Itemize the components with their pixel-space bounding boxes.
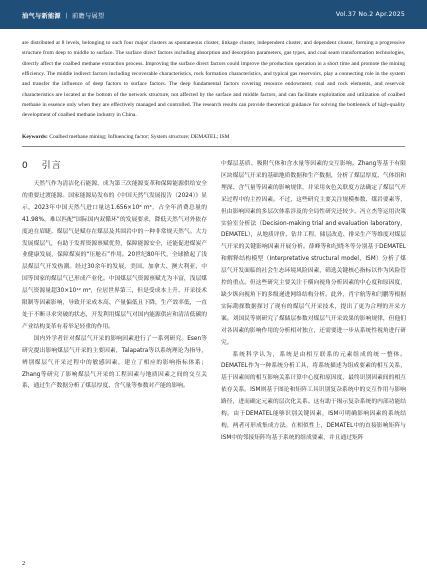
section-divider xyxy=(22,146,405,147)
english-abstract: are distributed at 8 levels, belonging to such four major clusters as spontaneous cluster, linkage cluster, independent cluster, and dependent cluster, forming a progressive structure from deep to middle to surface. The surface direct factors including absorption and desorption parameters, gas types, and coal seam transformation technologies, directly affect the coalbed methane extraction process. Improving the surface direct factors could improve the production operation in a short time and promote the mining efficiency. The middle indirect factors including recoverable characteristics, rock formation characteristics, and typical gas reservoirs, play a connecting role in the system and transfer the influence of deep factors to surface factors. The deep fundamental factors covering resource endowment, coal and rock elements, and reservoir characteristics are located at the bottom of the network structure, not affected by the surface and middle factors, and can facilitate exploitation and utilization of coalbed methane in essence only when they are effectively managed and controlled. The research results can provide theoretical guidance for solving the bottleneck of high-quality development of coalbed methane industry in China. xyxy=(22,40,405,119)
paragraph: 国内外学者针对煤层气开采的影响因素进行了一系列研究。Esen等研究提出影响煤层气开采的主要因素，Talapatra等以系统理论为指导，辨别煤层气开采过程中的敏感因素，建立了相应的影响指标体系；Zhang等研究了影响煤层气开采的工程因素与地质因素之间的交互关系，通过生产数据分析了煤层厚度、含气量等参数对产能的影响。 xyxy=(22,335,207,390)
page-number: 2 xyxy=(22,560,26,567)
section-heading xyxy=(22,158,62,171)
journal-header-bar xyxy=(0,0,427,29)
section-number: 0 xyxy=(22,161,29,171)
section-name: 前瞻与展望 xyxy=(72,13,105,20)
right-text-column xyxy=(221,159,406,445)
issue-info: Vol.37 No.2 Apr.2025 xyxy=(335,11,405,18)
header-separator: 丨 xyxy=(63,13,70,20)
left-text-column xyxy=(22,179,207,393)
section-title: 引言 xyxy=(41,161,62,171)
keywords-text: Coalbed methane mining; Influencing factor; System structure; DEMATEL; ISM xyxy=(49,134,230,140)
keywords-label: Keywords: xyxy=(22,134,48,140)
keywords-line xyxy=(22,133,405,142)
journal-name: 油气与新能源 xyxy=(22,13,61,20)
paragraph: 系统科学认为，系统是由相互联系的元素组成的统一整体。DEMATEL作为一种系统分析工具，将系统描述为组成要素的相互关系，基于因素间的相互影响关系计算中心度和原因度，最终识别因素间的相互依存关系。ISM则基于图论和矩阵工具识别复杂系统中的交互作用与影响路径，进而确定元素的层次化关系。这有助于揭示复杂系统的内部功能结构。由于DEMATEL能够识别关键因素，ISM可明确影响因素的系统结构，两者可形成集成方法。在相似性上，DEMATEL中的直接影响矩阵与ISM中的邻接矩阵均基于系统的组成要素，并且通过矩阵 xyxy=(221,351,406,441)
paragraph: 天然气作为清洁化石能源，成为第三次能源变革和保障能源供给安全的重要过渡能源。国家能源局发布的《中国天然气发展报告（2024）》显示，2023年中国天然气进口量达1.656×10⁸ m³，占全年消费总量的41.98%，难以匹配“国际国内双循环”的发展要求，降低天然气对外依存度迫在眉睫。煤层气是赋存在煤层及其围岩中的一种非常规天然气。大力发展煤层气，有助于发挥资源禀赋优势，保障能源安全，还能促进煤炭产业健康发展，保障煤炭的“压舱石”作用。20世纪80年代，全球掀起了浅层煤层气开发热潮。经过30余年的发展，美国、加拿大、澳大利亚、中国等国家的煤层气已形成产业化。中国煤层气资源禀赋尤为丰富，浅层煤层气资源量超30×10¹² m³，位居世界第三，但是受成本上升、开采技术限制等因素影响，导致开采成本高、产量偏低且下降，生产效率低，一直处于不断寻求突破的状态，开发利用煤层气对国内能源供应和清洁低碳的产业结构变革有着举足轻重的作用。 xyxy=(22,181,207,330)
paragraph: 中煤层基质、吸附气体和含水量等因素的交互影响。Zhang等基于有限区块煤层气开采的基础地质数据和生产数据，分析了煤层厚度、气体组和埋深、含气量等因素的影响规律，并采用灰色关联度方法确定了煤层气开采过程中的主控因素。不过，这些研究主要关注规模参数、煤岩要素等，但由影响因素的多层次体系涉及的全局性研究还较少。冯立杰等运用决策实验室分析法（Decision-making trial and evaluation laboratory，DEMATEL），从地质评价、钻井工程、储层改造、排采生产等维度对煤层气开采的关键影响因素开展分析。薛峰等和纪晓冬等分别基于DEMATEL和解释结构模型（Interpretative structural model，ISM）分析了煤层气开发面临的社会生态环境风险因素，筛选关键核心指标以作为风险管控的重点。但这些研究主要关注于横向视角分析因素的中心度和原因度，缺少纵向视角下的多级递进网络结构分析。此外，肖宇航等和闫鹏等根据实际勘探数据探讨了现有的煤层气开采技术，提出了更为合理的开采方案。刘国民等则研究了煤储层参数对煤层气开采效果的影响规律，但他们对各因素的影响作用的分析相对独立，还需要进一步从系统性视角进行研究。 xyxy=(221,161,406,346)
journal-header-left xyxy=(22,11,104,20)
